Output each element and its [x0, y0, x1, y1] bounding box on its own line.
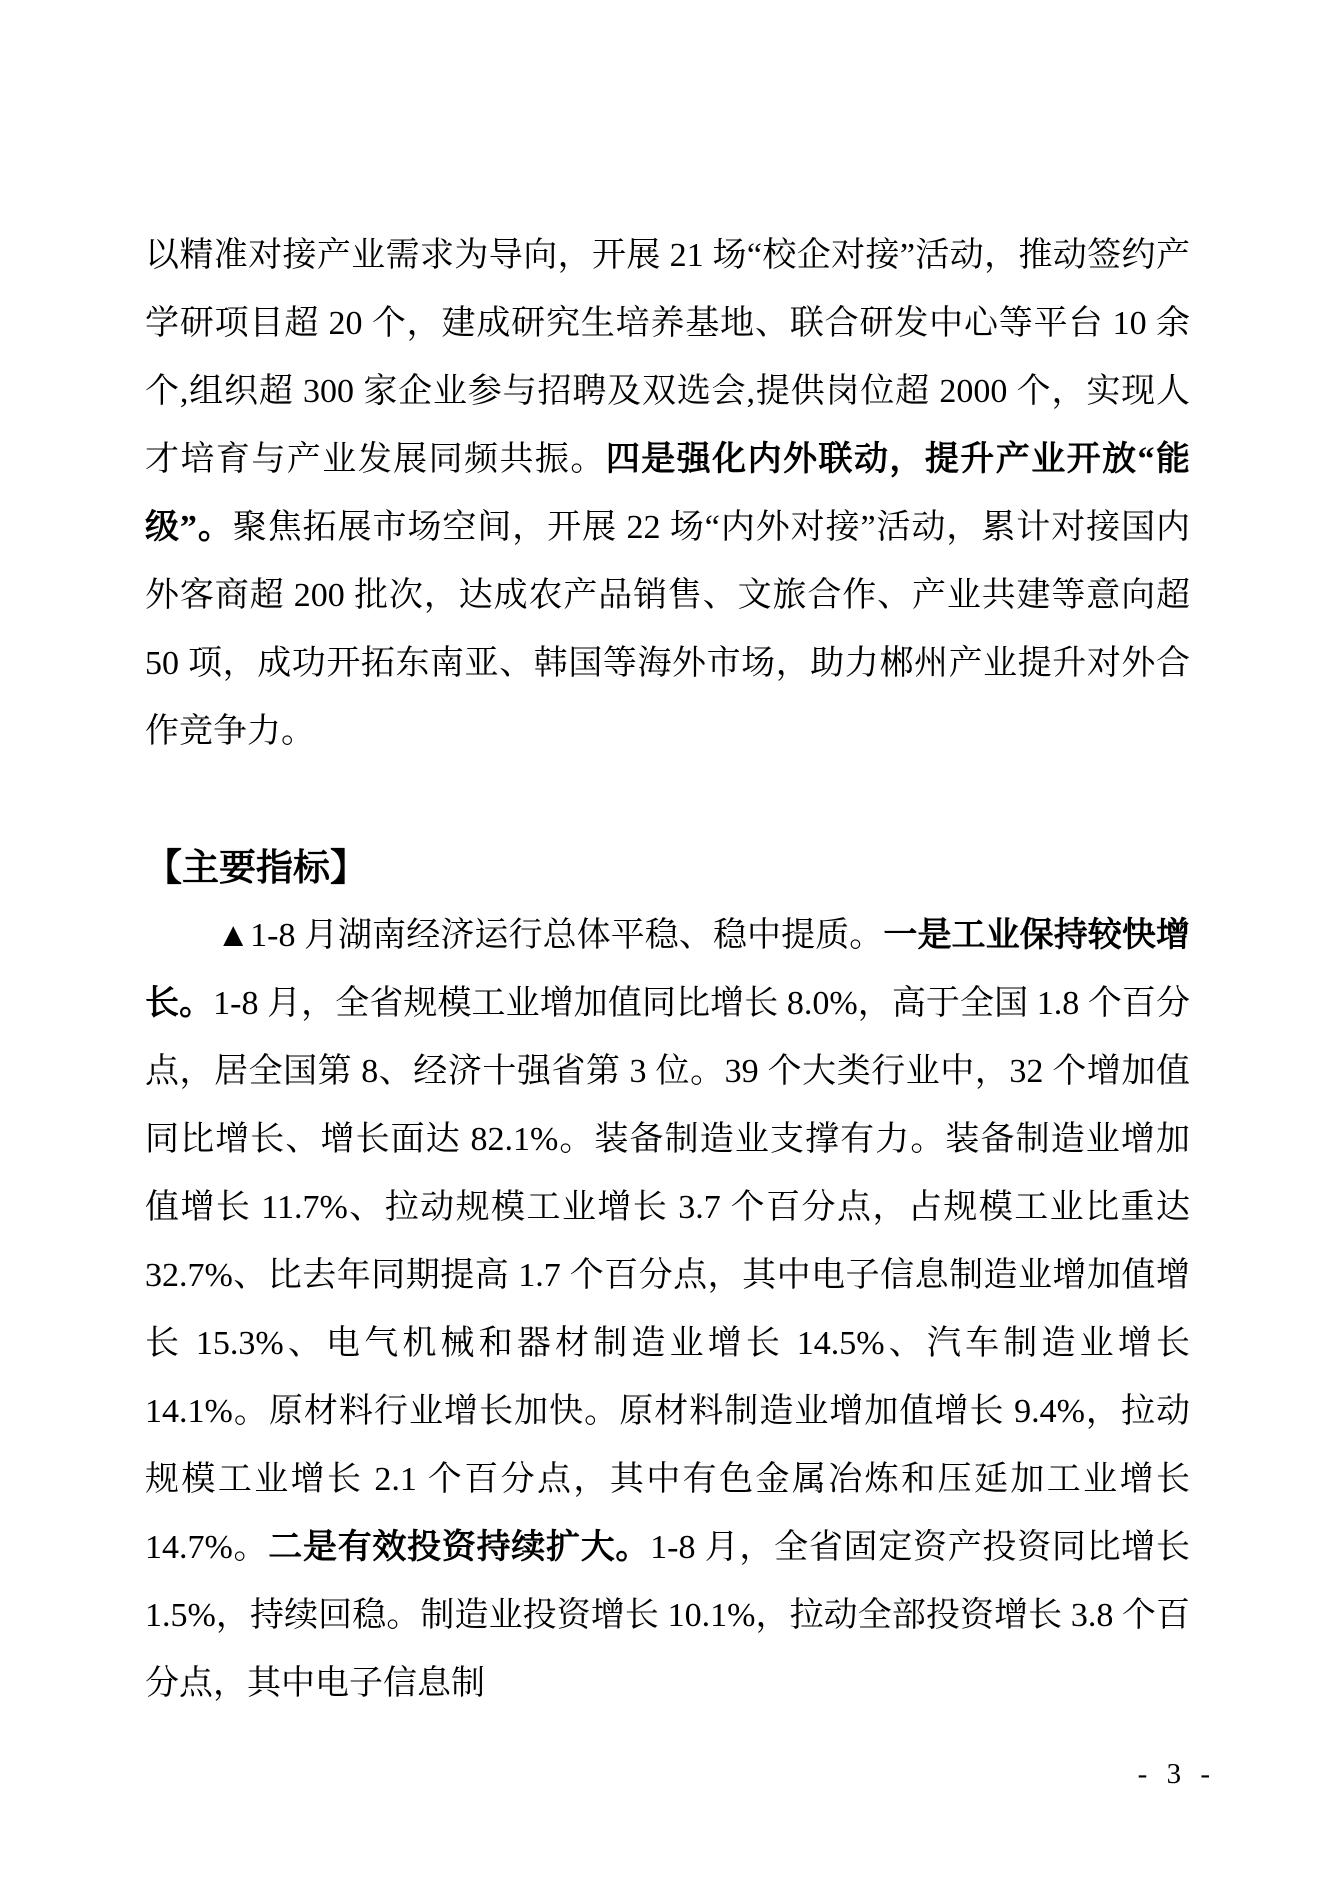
section-heading-main-indicators: 【主要指标】: [145, 847, 367, 888]
text-segment: 以精准对接产业需求为导向，开展 21 场“校企对接”活动，推动签约产学研项目超 20 个，建成研究生培养基地、联合研发中心等平台 10 余个,组织超 300 家企业参与招聘及双选会,提供岗位超 2000 个，实现人才培育与产业发展同频共振。: [145, 237, 1190, 478]
text-segment: 聚焦拓展市场空间，开展 22 场“内外对接”活动，累计对接国内外客商超 200 批次，达成农产品销售、文旅合作、产业共建等意向超 50 项，成功开拓东南亚、韩国等海外市场，助力郴州产业提升对外合作竞争力。: [145, 509, 1191, 750]
bold-text-segment: 一是工业保持较快增长。: [145, 917, 1190, 1022]
page-number: - 3 -: [1137, 1758, 1210, 1790]
bold-text-segment: 二是有效投资持续扩大。: [268, 1529, 651, 1566]
text-segment: ▲1-8 月湖南经济运行总体平稳、稳中提质。: [216, 917, 884, 954]
para-industry-talent-and-opening: [145, 222, 1190, 766]
document-body: [145, 222, 1190, 1718]
text-segment: 1-8 月，全省固定资产投资同比增长 1.5%，持续回稳。制造业投资增长 10.1%，拉动全部投资增长 3.8 个百分点，其中电子信息制: [145, 1529, 1191, 1702]
para-hunan-economy-indicators: [145, 902, 1190, 1718]
bold-text-segment: 四是强化内外联动，提升产业开放“能级”。: [145, 441, 1190, 546]
text-segment: 1-8 月，全省规模工业增加值同比增长 8.0%，高于全国 1.8 个百分点，居全国第 8、经济十强省第 3 位。39 个大类行业中，32 个增加值同比增长、增长面达 82.1%。装备制造业支撑有力。装备制造业增加值增长 11.7%、拉动规模工业增长 3.7 个百分点，占规模工业比重达 32.7%、比去年同期提高 1.7 个百分点，其中电子信息制造业增加值增长 15.3%、电气机械和器材制造业增长 14.5%、汽车制造业增长 14.1%。原材料行业增长加快。原材料制造业增加值增长 9.4%，拉动规模工业增长 2.1 个百分点，其中有色金属冶炼和压延加工业增长 14.7%。: [145, 985, 1190, 1566]
